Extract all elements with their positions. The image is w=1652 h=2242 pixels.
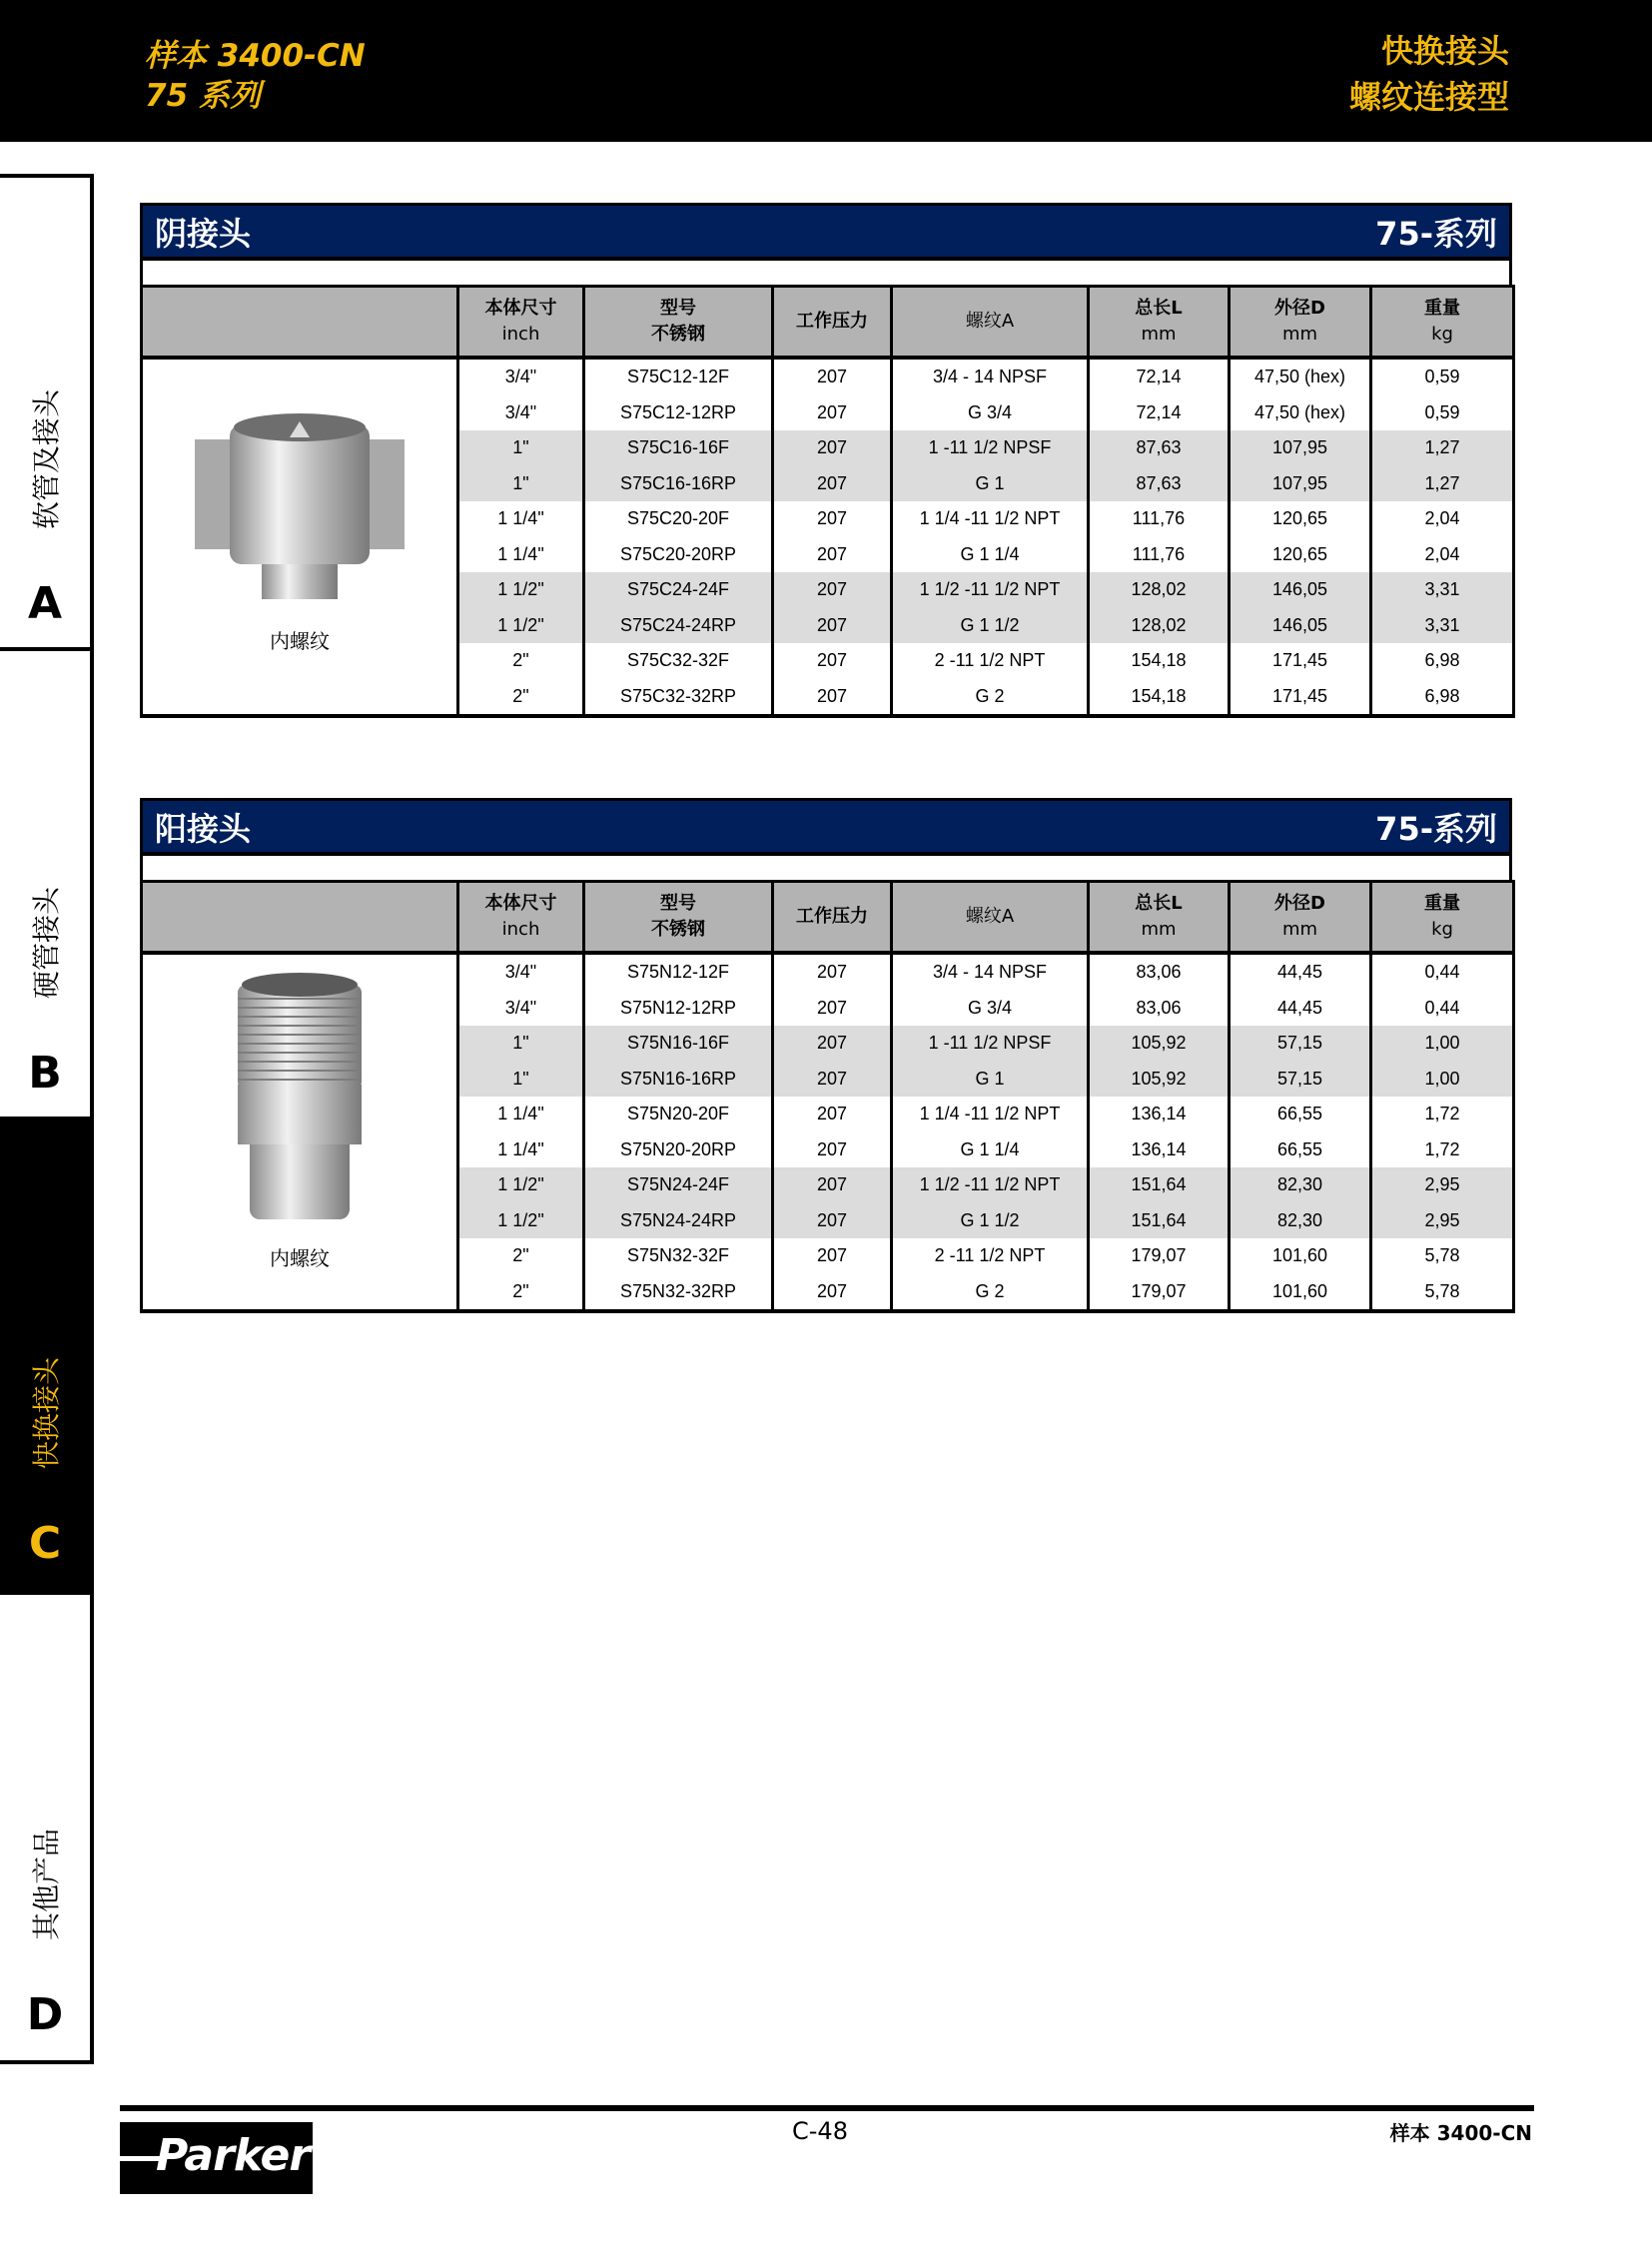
- cell-length: 87,63: [1089, 466, 1230, 502]
- col-header-size: 本体尺寸 inch: [458, 287, 584, 359]
- cell-pressure: 207: [773, 395, 892, 431]
- cell-pressure: 207: [773, 572, 892, 608]
- cell-length: 83,06: [1089, 953, 1230, 991]
- table-series: 75-系列: [1375, 809, 1497, 848]
- side-tab-label: 其他产品: [30, 1828, 63, 1940]
- cell-length: 72,14: [1089, 395, 1230, 431]
- male-nipple-image: [220, 965, 380, 1224]
- side-tab-label: 快换接头: [30, 1356, 63, 1469]
- col-header-outer-diameter: 外径D mm: [1230, 287, 1371, 359]
- cell-pressure: 207: [773, 501, 892, 537]
- female-coupler-section: [140, 203, 1512, 718]
- col-header-part-number: 型号 不锈钢: [584, 882, 773, 954]
- cell-weight: 6,98: [1371, 643, 1514, 679]
- cell-thread: 1 1/2 -11 1/2 NPT: [892, 572, 1089, 608]
- cell-pressure: 207: [773, 608, 892, 644]
- table-series: 75-系列: [1375, 214, 1497, 253]
- cell-length: 128,02: [1089, 572, 1230, 608]
- cell-thread: G 1 1/2: [892, 608, 1089, 644]
- col-header-length: 总长L mm: [1089, 287, 1230, 359]
- cell-part-number: S75N24-24F: [584, 1167, 773, 1203]
- cell-size: 1 1/4": [458, 1132, 584, 1168]
- cell-weight: 2,04: [1371, 537, 1514, 573]
- col-header-part-number: 型号 不锈钢: [584, 287, 773, 359]
- cell-length: 87,63: [1089, 430, 1230, 466]
- table-header-row: [142, 882, 1514, 954]
- cell-weight: 3,31: [1371, 572, 1514, 608]
- cell-weight: 5,78: [1371, 1274, 1514, 1312]
- col-header-size: 本体尺寸 inch: [458, 882, 584, 954]
- cell-size: 2": [458, 679, 584, 717]
- cell-weight: 1,27: [1371, 430, 1514, 466]
- cell-weight: 1,72: [1371, 1097, 1514, 1132]
- cell-part-number: S75C16-16F: [584, 430, 773, 466]
- cell-length: 136,14: [1089, 1097, 1230, 1132]
- cell-outer-diameter: 82,30: [1230, 1167, 1371, 1203]
- cell-size: 1 1/4": [458, 537, 584, 573]
- spec-table: [140, 880, 1515, 1313]
- cell-thread: G 3/4: [892, 991, 1089, 1027]
- cell-size: 1 1/2": [458, 572, 584, 608]
- cell-size: 3/4": [458, 991, 584, 1027]
- cell-thread: 2 -11 1/2 NPT: [892, 1238, 1089, 1274]
- cell-size: 1 1/2": [458, 1167, 584, 1203]
- cell-length: 72,14: [1089, 358, 1230, 395]
- side-tab-label: 软管及接头: [30, 388, 63, 529]
- cell-thread: G 1: [892, 1062, 1089, 1098]
- col-header-pressure: 工作压力: [773, 882, 892, 954]
- cell-pressure: 207: [773, 679, 892, 717]
- cell-length: 151,64: [1089, 1167, 1230, 1203]
- side-tab-a[interactable]: [0, 174, 94, 649]
- side-tab-letter: D: [26, 1989, 64, 2040]
- cell-pressure: 207: [773, 1132, 892, 1168]
- cell-size: 3/4": [458, 395, 584, 431]
- cell-thread: G 1 1/4: [892, 537, 1089, 573]
- product-image-cell: [142, 953, 458, 1311]
- cell-length: 179,07: [1089, 1238, 1230, 1274]
- cell-outer-diameter: 57,15: [1230, 1026, 1371, 1062]
- parker-logo: [120, 2122, 313, 2194]
- cell-thread: 1 1/2 -11 1/2 NPT: [892, 1167, 1089, 1203]
- table-title: 阴接头: [155, 214, 252, 253]
- image-caption: 内螺纹: [270, 1248, 330, 1270]
- cell-size: 1": [458, 430, 584, 466]
- cell-length: 105,92: [1089, 1026, 1230, 1062]
- cell-size: 1 1/2": [458, 608, 584, 644]
- section-title-bar: [140, 798, 1512, 856]
- cell-length: 111,76: [1089, 537, 1230, 573]
- cell-outer-diameter: 120,65: [1230, 501, 1371, 537]
- cell-part-number: S75N32-32F: [584, 1238, 773, 1274]
- cell-size: 3/4": [458, 953, 584, 991]
- col-header-thread: 螺纹A: [892, 882, 1089, 954]
- cell-pressure: 207: [773, 430, 892, 466]
- cell-length: 83,06: [1089, 991, 1230, 1027]
- cell-outer-diameter: 120,65: [1230, 537, 1371, 573]
- cell-part-number: S75C24-24RP: [584, 608, 773, 644]
- cell-pressure: 207: [773, 953, 892, 991]
- image-caption: 内螺纹: [270, 631, 330, 653]
- cell-part-number: S75C32-32F: [584, 643, 773, 679]
- logo-wordmark: Parker: [156, 2130, 311, 2181]
- cell-size: 2": [458, 1274, 584, 1312]
- footer-rule: [120, 2105, 1534, 2111]
- side-tab-d[interactable]: [0, 1591, 94, 2064]
- cell-pressure: 207: [773, 1274, 892, 1312]
- cell-pressure: 207: [773, 1062, 892, 1098]
- cell-part-number: S75C20-20RP: [584, 537, 773, 573]
- cell-outer-diameter: 66,55: [1230, 1132, 1371, 1168]
- cell-size: 1": [458, 1026, 584, 1062]
- cell-size: 1 1/4": [458, 501, 584, 537]
- table-header-row: [142, 287, 1514, 359]
- section-title-bar: [140, 203, 1512, 261]
- cell-thread: G 2: [892, 679, 1089, 717]
- cell-thread: 3/4 - 14 NPSF: [892, 953, 1089, 991]
- cell-outer-diameter: 101,60: [1230, 1274, 1371, 1312]
- side-tab-letter: B: [28, 1048, 62, 1099]
- cell-outer-diameter: 101,60: [1230, 1238, 1371, 1274]
- cell-outer-diameter: 47,50 (hex): [1230, 358, 1371, 395]
- cell-length: 154,18: [1089, 643, 1230, 679]
- cell-part-number: S75N16-16RP: [584, 1062, 773, 1098]
- side-tab-label: 硬管接头: [30, 886, 63, 999]
- cell-weight: 0,44: [1371, 991, 1514, 1027]
- col-header-pressure: 工作压力: [773, 287, 892, 359]
- table-row: [142, 358, 1514, 395]
- cell-part-number: S75C20-20F: [584, 501, 773, 537]
- page-header-band: [0, 0, 1652, 142]
- female-coupler-photo: [143, 399, 456, 624]
- cell-length: 111,76: [1089, 501, 1230, 537]
- table-title: 阳接头: [155, 809, 252, 848]
- series-title: 75 系列: [145, 78, 261, 114]
- cell-weight: 1,27: [1371, 466, 1514, 502]
- cell-part-number: S75N20-20RP: [584, 1132, 773, 1168]
- male-nipple-photo: [143, 965, 456, 1229]
- cell-size: 1 1/4": [458, 1097, 584, 1132]
- cell-weight: 2,04: [1371, 501, 1514, 537]
- cell-length: 154,18: [1089, 679, 1230, 717]
- cell-weight: 0,59: [1371, 358, 1514, 395]
- cell-weight: 5,78: [1371, 1238, 1514, 1274]
- cell-outer-diameter: 44,45: [1230, 953, 1371, 991]
- cell-outer-diameter: 107,95: [1230, 430, 1371, 466]
- section-title: 快换接头: [1380, 32, 1509, 70]
- side-tab-b[interactable]: [0, 647, 94, 1119]
- cell-thread: 3/4 - 14 NPSF: [892, 358, 1089, 395]
- table-row: [142, 953, 1514, 991]
- catalog-title: 样本 3400-CN: [145, 38, 366, 74]
- cell-part-number: S75C12-12RP: [584, 395, 773, 431]
- col-header-weight: 重量 kg: [1371, 882, 1514, 954]
- cell-outer-diameter: 47,50 (hex): [1230, 395, 1371, 431]
- cell-thread: 1 -11 1/2 NPSF: [892, 430, 1089, 466]
- cell-thread: G 3/4: [892, 395, 1089, 431]
- cell-outer-diameter: 66,55: [1230, 1097, 1371, 1132]
- cell-outer-diameter: 44,45: [1230, 991, 1371, 1027]
- cell-weight: 1,00: [1371, 1026, 1514, 1062]
- col-header-weight: 重量 kg: [1371, 287, 1514, 359]
- header-image-cell: [142, 287, 458, 359]
- cell-outer-diameter: 82,30: [1230, 1203, 1371, 1239]
- cell-part-number: S75N32-32RP: [584, 1274, 773, 1312]
- cell-size: 1": [458, 466, 584, 502]
- cell-pressure: 207: [773, 643, 892, 679]
- cell-part-number: S75C12-12F: [584, 358, 773, 395]
- cell-length: 105,92: [1089, 1062, 1230, 1098]
- cell-weight: 2,95: [1371, 1167, 1514, 1203]
- cell-thread: 1 1/4 -11 1/2 NPT: [892, 1097, 1089, 1132]
- cell-size: 2": [458, 643, 584, 679]
- cell-size: 1": [458, 1062, 584, 1098]
- cell-length: 136,14: [1089, 1132, 1230, 1168]
- cell-thread: 2 -11 1/2 NPT: [892, 643, 1089, 679]
- col-header-thread: 螺纹A: [892, 287, 1089, 359]
- logo-bar: [120, 2156, 160, 2161]
- cell-weight: 0,44: [1371, 953, 1514, 991]
- cell-thread: G 1: [892, 466, 1089, 502]
- cell-outer-diameter: 171,45: [1230, 679, 1371, 717]
- cell-outer-diameter: 146,05: [1230, 572, 1371, 608]
- cell-pressure: 207: [773, 1167, 892, 1203]
- cell-pressure: 207: [773, 991, 892, 1027]
- cell-part-number: S75N24-24RP: [584, 1203, 773, 1239]
- cell-pressure: 207: [773, 1203, 892, 1239]
- cell-weight: 3,31: [1371, 608, 1514, 644]
- cell-pressure: 207: [773, 1026, 892, 1062]
- header-right: [1349, 28, 1509, 120]
- page-number: C-48: [792, 2117, 848, 2145]
- cell-length: 179,07: [1089, 1274, 1230, 1312]
- cell-part-number: S75C24-24F: [584, 572, 773, 608]
- cell-outer-diameter: 107,95: [1230, 466, 1371, 502]
- cell-part-number: S75N16-16F: [584, 1026, 773, 1062]
- cell-part-number: S75N20-20F: [584, 1097, 773, 1132]
- male-nipple-section: [140, 798, 1512, 1313]
- cell-part-number: S75N12-12F: [584, 953, 773, 991]
- cell-part-number: S75C16-16RP: [584, 466, 773, 502]
- cell-thread: G 1 1/2: [892, 1203, 1089, 1239]
- header-left: [145, 36, 366, 116]
- cell-pressure: 207: [773, 537, 892, 573]
- header-image-cell: [142, 882, 458, 954]
- cell-outer-diameter: 171,45: [1230, 643, 1371, 679]
- cell-part-number: S75N12-12RP: [584, 991, 773, 1027]
- spacer: [140, 261, 1512, 285]
- side-tab-letter: A: [27, 578, 63, 629]
- cell-thread: G 1 1/4: [892, 1132, 1089, 1168]
- cell-outer-diameter: 57,15: [1230, 1062, 1371, 1098]
- cell-pressure: 207: [773, 1097, 892, 1132]
- cell-pressure: 207: [773, 466, 892, 502]
- cell-weight: 1,72: [1371, 1132, 1514, 1168]
- cell-thread: 1 1/4 -11 1/2 NPT: [892, 501, 1089, 537]
- cell-pressure: 207: [773, 358, 892, 395]
- spec-table: [140, 285, 1515, 718]
- cell-length: 128,02: [1089, 608, 1230, 644]
- cell-weight: 6,98: [1371, 679, 1514, 717]
- section-subtitle: 螺纹连接型: [1348, 78, 1509, 116]
- cell-outer-diameter: 146,05: [1230, 608, 1371, 644]
- side-tab-c-active[interactable]: [0, 1117, 94, 1593]
- cell-thread: 1 -11 1/2 NPSF: [892, 1026, 1089, 1062]
- cell-pressure: 207: [773, 1238, 892, 1274]
- cell-length: 151,64: [1089, 1203, 1230, 1239]
- cell-weight: 2,95: [1371, 1203, 1514, 1239]
- cell-weight: 1,00: [1371, 1062, 1514, 1098]
- cell-size: 3/4": [458, 358, 584, 395]
- cell-thread: G 2: [892, 1274, 1089, 1312]
- cell-weight: 0,59: [1371, 395, 1514, 431]
- cell-size: 1 1/2": [458, 1203, 584, 1239]
- spacer: [140, 856, 1512, 880]
- footer-catalog: 样本 3400-CN: [1389, 2121, 1532, 2145]
- cell-size: 2": [458, 1238, 584, 1274]
- cell-part-number: S75C32-32RP: [584, 679, 773, 717]
- col-header-outer-diameter: 外径D mm: [1230, 882, 1371, 954]
- product-image-cell: [142, 358, 458, 716]
- side-tab-letter: C: [28, 1518, 62, 1569]
- col-header-length: 总长L mm: [1089, 882, 1230, 954]
- female-coupler-image: [190, 399, 410, 619]
